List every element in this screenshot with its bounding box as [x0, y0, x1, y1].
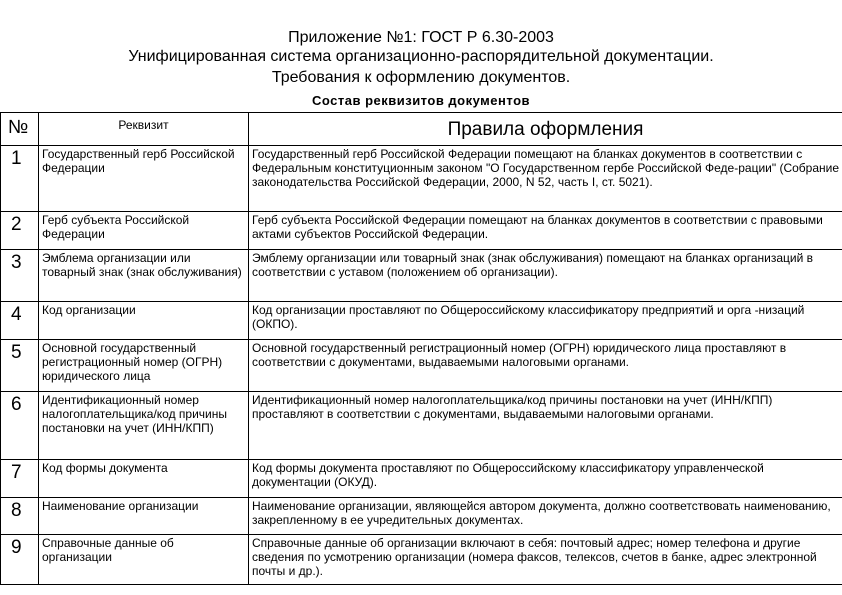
row-rule: Государственный герб Российской Федерации помещают на бланках документов в соответствии с Федеральным конституционным законом "О Государственном гербе Российской Феде-рации" (Собрание законодательства Российской Федерации, 2000, N 52, часть I, ст. 5021). [249, 146, 842, 212]
row-number: 7 [1, 460, 39, 498]
row-requisite: Эмблема организации или товарный знак (знак обслуживания) [39, 250, 249, 302]
table-row [1, 250, 842, 302]
table-row [1, 340, 842, 392]
table-row [1, 498, 842, 535]
row-requisite: Герб субъекта Российской Федерации [39, 212, 249, 250]
row-rule: Идентификационный номер налогоплательщика/код причины постановки на учет (ИНН/КПП) проставляют в соответствии с документами, выдаваемыми налоговыми органами. [249, 392, 842, 460]
row-rule: Справочные данные об организации включают в себя: почтовый адрес; номер телефона и другие сведения по усмотрению организации (номера факсов, телексов, счетов в банке, адрес электронной почты и др.). [249, 535, 842, 585]
table-row [1, 302, 842, 340]
row-number: 9 [1, 535, 39, 585]
row-requisite: Справочные данные об организации [39, 535, 249, 585]
row-requisite: Идентификационный номер налогоплательщика/код причины постановки на учет (ИНН/КПП) [39, 392, 249, 460]
row-number: 6 [1, 392, 39, 460]
row-requisite: Код формы документа [39, 460, 249, 498]
doc-title-line-2: Унифицированная система организационно-распорядительной документации. [128, 48, 714, 65]
table-row [1, 146, 842, 212]
row-requisite: Код организации [39, 302, 249, 340]
header-requisite: Реквизит [39, 113, 249, 146]
header-rules: Правила оформления [249, 113, 842, 146]
table-row [1, 212, 842, 250]
row-requisite: Наименование организации [39, 498, 249, 535]
row-rule: Эмблему организации или товарный знак (знак обслуживания) помещают на бланках организаций в соответствии с уставом (положением об организации). [249, 250, 842, 302]
row-number: 4 [1, 302, 39, 340]
row-number: 8 [1, 498, 39, 535]
row-rule: Основной государственный регистрационный номер (ОГРН) юридического лица проставляют в соответствии с документами, выдаваемыми налоговыми органами. [249, 340, 842, 392]
row-rule: Код формы документа проставляют по Общероссийскому классификатору управленческой документации (ОКУД). [249, 460, 842, 498]
table-header-row [1, 113, 842, 146]
requisites-table [0, 112, 842, 585]
table-row [1, 535, 842, 585]
row-requisite: Основной государственный регистрационный номер (ОГРН) юридического лица [39, 340, 249, 392]
table-row [1, 460, 842, 498]
doc-title-line-1: Приложение №1: ГОСТ Р 6.30-2003 [288, 29, 554, 46]
row-rule: Наименование организации, являющейся автором документа, должно соответствовать наименованию, закрепленному в ее учредительных документах. [249, 498, 842, 535]
table-caption: Состав реквизитов документов [311, 93, 531, 108]
row-number: 1 [1, 146, 39, 212]
row-number: 5 [1, 340, 39, 392]
header-number: № [1, 113, 39, 146]
row-number: 2 [1, 212, 39, 250]
row-rule: Код организации проставляют по Общероссийскому классификатору предприятий и орга -низаций (ОКПО). [249, 302, 842, 340]
table-row [1, 392, 842, 460]
doc-title-line-3: Требования к оформлению документов. [271, 69, 571, 86]
row-rule: Герб субъекта Российской Федерации помещают на бланках документов в соответствии с правовыми актами субъектов Российской Федерации. [249, 212, 842, 250]
row-requisite: Государственный герб Российской Федерации [39, 146, 249, 212]
row-number: 3 [1, 250, 39, 302]
